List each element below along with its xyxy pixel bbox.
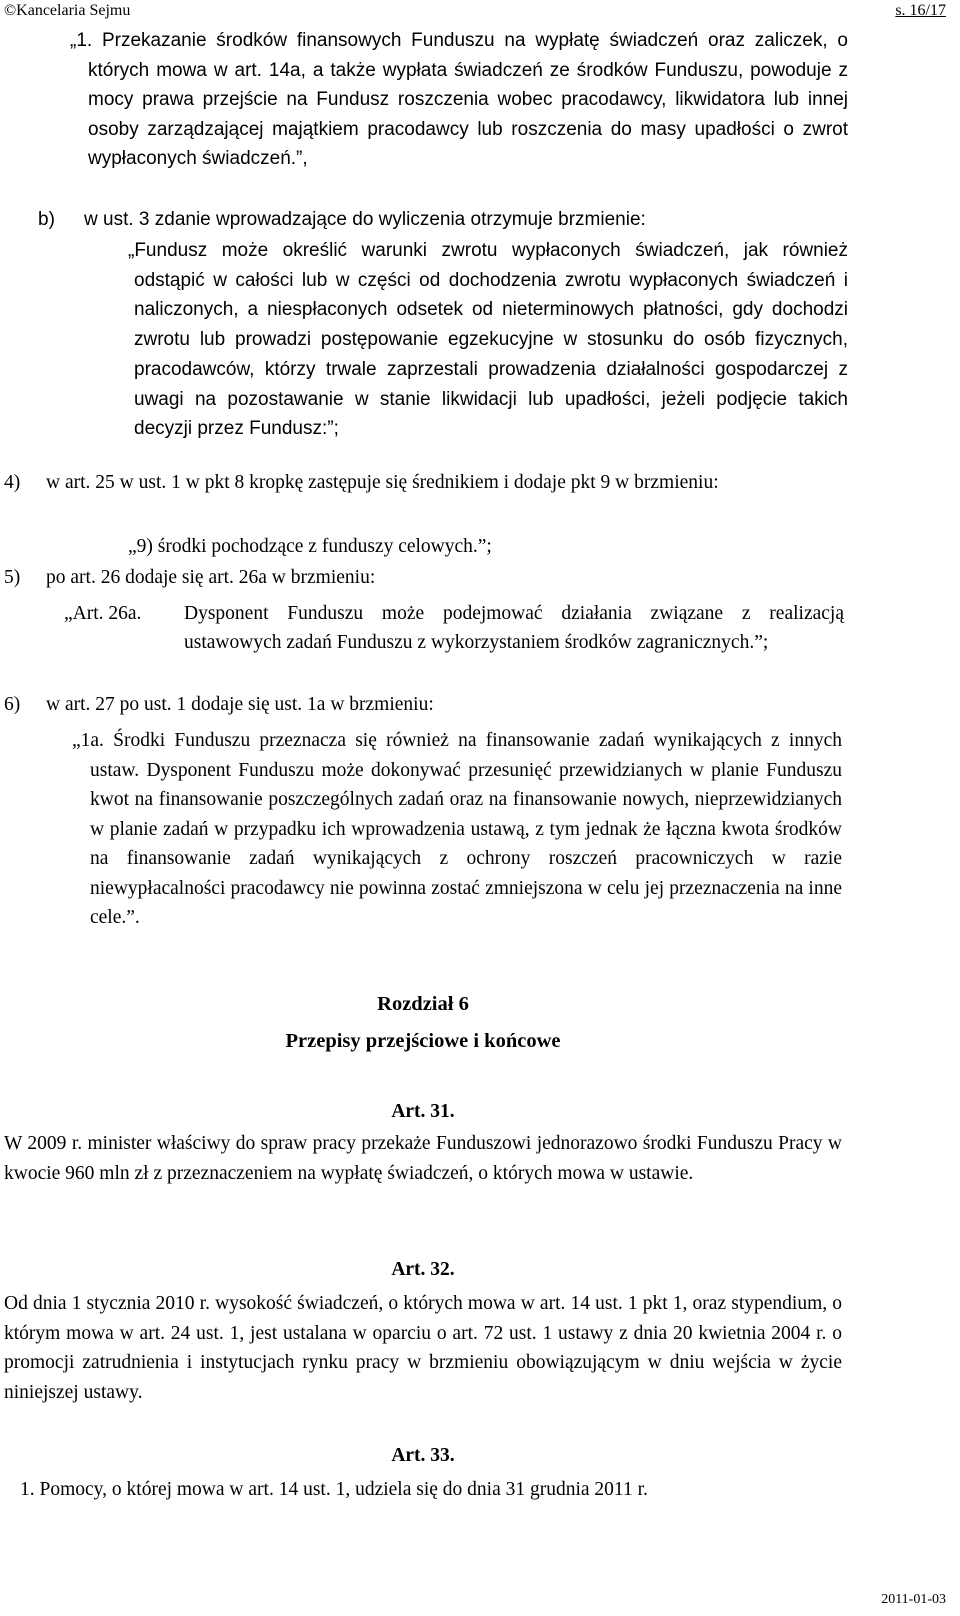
point-4 (4, 468, 842, 497)
point-5-quote-text: Dysponent Funduszu może podejmować działania związane z realizacją ustawowych zadań Funduszu z wykorzystaniem środków zagranicznych.”; (184, 603, 844, 653)
page-header-left: ©Kancelaria Sejmu (4, 2, 131, 19)
item-b-marker: b) (38, 209, 55, 230)
point-4-quote: „9) środki pochodzące z funduszy celowych.”; (128, 536, 492, 557)
point-6-text: w art. 27 po ust. 1 dodaje się ust. 1a w brzmieniu: (46, 694, 434, 715)
item-b-text: w ust. 3 zdanie wprowadzające do wyliczenia otrzymuje brzmienie: (84, 209, 646, 230)
point-4-text: w art. 25 w ust. 1 w pkt 8 kropkę zastępuje się średnikiem i dodaje pkt 9 w brzmieniu: (46, 472, 719, 493)
page-number: s. 16/17 (895, 2, 946, 19)
point-5-marker: 5) (4, 567, 21, 588)
article-32-heading: Art. 32. (391, 1259, 455, 1280)
point-4-marker: 4) (4, 472, 21, 493)
article-31-text: W 2009 r. minister właściwy do spraw pracy przekaże Funduszowi jednorazowo środki Funduszu Pracy w kwocie 960 mln zł z przeznaczeniem na wypłatę świadczeń, o których mowa w ustawie. (4, 1133, 842, 1184)
article-33-heading: Art. 33. (391, 1445, 455, 1466)
chapter-title: Przepisy przejściowe i końcowe (285, 1030, 561, 1052)
point-5-quote (64, 599, 844, 657)
article-32-text: Od dnia 1 stycznia 2010 r. wysokość świadczeń, o których mowa w art. 14 ust. 1 pkt 1, oraz stypendium, o którym mowa w art. 24 ust. 1, jest ustalana w oparciu o art. 72 ust. 1 ustawy z dnia 20 kwietnia 2004 r. o promocji zatrudnienia i instytucjach rynku pracy w brzmieniu obowiązującym w dniu wejścia w życie niniejszej ustawy. (4, 1293, 842, 1403)
point-6-marker: 6) (4, 694, 21, 715)
point-5-quote-label: „Art. 26a. (64, 603, 142, 624)
quoted-paragraph-2: „Fundusz może określić warunki zwrotu wypłaconych świadczeń, jak również odstąpić w całości lub w części od dochodzenia zwrotu wypłaconych świadczeń i naliczonych, a niespłaconych odsetek od nieterminowych płatności, gdy dochodzi zwrotu lub prowadzi postępowanie egzekucyjne w stosunku do osób fizycznych, pracodawców, którzy trwale zaprzestali prowadzenia działalności gospodarczej z uwagi na pozostawanie w stanie likwidacji lub upadłości, jeżeli podjęcie takich decyzji przez Fundusz:”; (128, 240, 848, 440)
footer-date: 2011-01-03 (881, 1592, 946, 1607)
quoted-paragraph-1: „1. Przekazanie środków finansowych Funduszu na wypłatę świadczeń oraz zaliczek, o których mowa w art. 14a, a także wypłata świadczeń ze środków Funduszu, powoduje z mocy prawa przejście na Fundusz roszczenia wobec pracodawcy, likwidatora lub innej osoby zarządzającej majątkiem pracodawcy lub roszczenia do masy upadłości o zwrot wypłaconych świadczeń.”, (70, 30, 848, 169)
article-33-text: 1. Pomocy, o której mowa w art. 14 ust. 1, udziela się do dnia 31 grudnia 2011 r. (20, 1479, 648, 1500)
item-b (38, 205, 838, 234)
point-5-text: po art. 26 dodaje się art. 26a w brzmieniu: (46, 567, 376, 588)
point-6-quote: „1a. Środki Funduszu przeznacza się również na finansowanie zadań wynikających z innych ustaw. Dysponent Funduszu może dokonywać przesunięć przewidzianych w planie Funduszu kwot na finansowanie poszczególnych zadań oraz na finansowanie nowych, nieprzewidzianych w planie zadań w przypadku ich wprowadzenia ustawą, z tym jednak że łączna kwota środków na finansowanie zadań wynikających z ochrony roszczeń pracowniczych w razie niewypłacalności pracodawcy nie powinna zostać zmniejszona w celu jej przeznaczenia na inne cele.”. (72, 730, 842, 928)
article-31-heading: Art. 31. (391, 1101, 455, 1122)
chapter-number: Rozdział 6 (377, 993, 469, 1015)
point-6 (4, 690, 842, 719)
point-5 (4, 563, 842, 592)
